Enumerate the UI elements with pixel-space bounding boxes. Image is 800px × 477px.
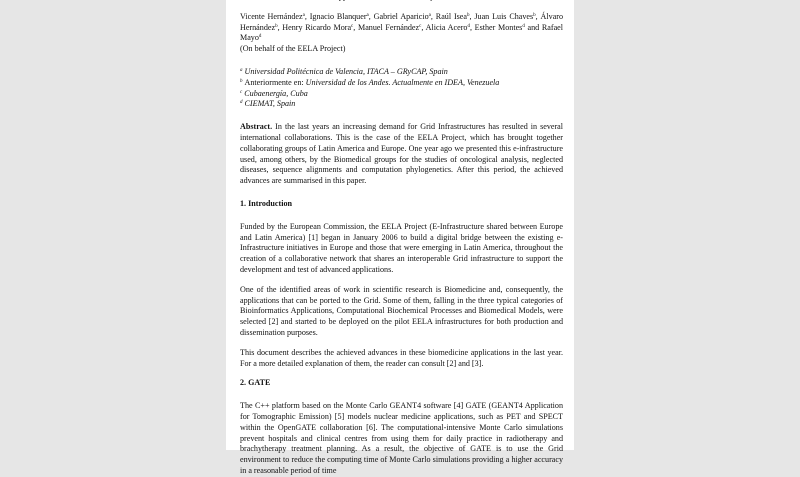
author: Esther Montes$^d$ and: [474, 22, 542, 32]
affiliation-c: $^c$ Cubaenergía, Cuba: [240, 88, 308, 98]
intro-paragraph-2: One of the identified areas of work in scientific research is Biomedicine and, consequently, the applications that can be ported to the Grid. Some of them, falling in the three typical categories of Bioinformatics Applications, Computational Biochemical Processes and Biomedical Models, were selected [2] and started to be deployed on the pilot EELA infrastructures for both production and dissemination purposes.: [240, 284, 563, 337]
affiliation-a: $^a$ Universidad Politécnica de Valencia, ITACA – GRyCAP, Spain: [240, 66, 448, 76]
author: Vicente Hernández$^a$,: [240, 11, 310, 21]
intro-paragraph-3: This document describes the achieved advances in these biomedicine applications in the last year. For a more detailed explanation of them, the reader can consult [2] and [3].: [240, 347, 563, 368]
intro-paragraph-1: Funded by the European Commission, the EELA Project (E-Infrastructure shared between Europe and Latin America) [1] began in January 2006 to build a digital bridge between the existing e-Infrastructure initiatives in Europe and those that were emerging in Latin America, throughout the creation of a collaborative network that shares an interoperable Grid infrastructure to support the development and test of advanced applications.: [240, 221, 563, 274]
author: Ignacio Blanquer$^a$,: [309, 11, 374, 21]
on-behalf-line: (On behalf of the EELA Project): [240, 44, 346, 54]
author: Juan Luis Chaves$^b$,: [474, 11, 541, 21]
abstract-text: In the last years an increasing demand for Grid Infrastructures has resulted in several international collaborations. This is the case of the EELA Project, which has brought together collaborating groups of Latin America and Europe. One year ago we presented this e-infrastructure used, among others, by the Biomedical groups for the studies of oncological analysis, neglected diseases, sequence alignments and computation phylogenetics. After this period, the achieved advances are summarised in this paper.: [240, 122, 563, 186]
author: Rafael Mayo$^d$: [240, 22, 564, 43]
section-heading-introduction: 1. Introduction: [240, 198, 293, 208]
affiliation-b: $^b$ Anteriormente en: Universidad de los Andes. Actualmente en IDEA, Venezuela: [240, 77, 500, 87]
affiliation-d: $^d$ CIEMAT, Spain: [240, 99, 296, 109]
abstract-label: Abstract.: [240, 122, 273, 132]
gate-paragraph-1: The C++ platform based on the Monte Carlo GEANT4 software [4] GATE (GEANT4 Application for Tomographic Emission) [5] models nuclear medicine applications, such as PET and SPECT within the OpenGATE collaboration [6]. The computational-intensive Monte Carlo simulations prevent hospitals and clinical centres from using them for daily practice in radiotherapy and brachytherapy treatment planning. As a result, the objective of GATE is to use the Grid environment to reduce the computing time of Monte Carlo simulations providing a higher accuracy in a reasonable period of time: [240, 401, 563, 475]
author: Henry Ricardo Mora$^c$,: [282, 22, 358, 32]
author: Álvaro Hernández$^b$,: [240, 11, 564, 32]
abstract: [240, 122, 563, 187]
author: Alicia Acero$^d$,: [425, 22, 475, 32]
author: Gabriel Aparicio$^a$,: [373, 11, 436, 21]
author: Manuel Fernández$^c$,: [358, 22, 426, 32]
author-list: [240, 12, 563, 44]
paper-page: [226, 0, 574, 475]
section-heading-gate: 2. GATE: [240, 378, 271, 388]
author: Raúl Isea$^b$,: [435, 11, 475, 21]
paper-content: [240, 0, 563, 477]
